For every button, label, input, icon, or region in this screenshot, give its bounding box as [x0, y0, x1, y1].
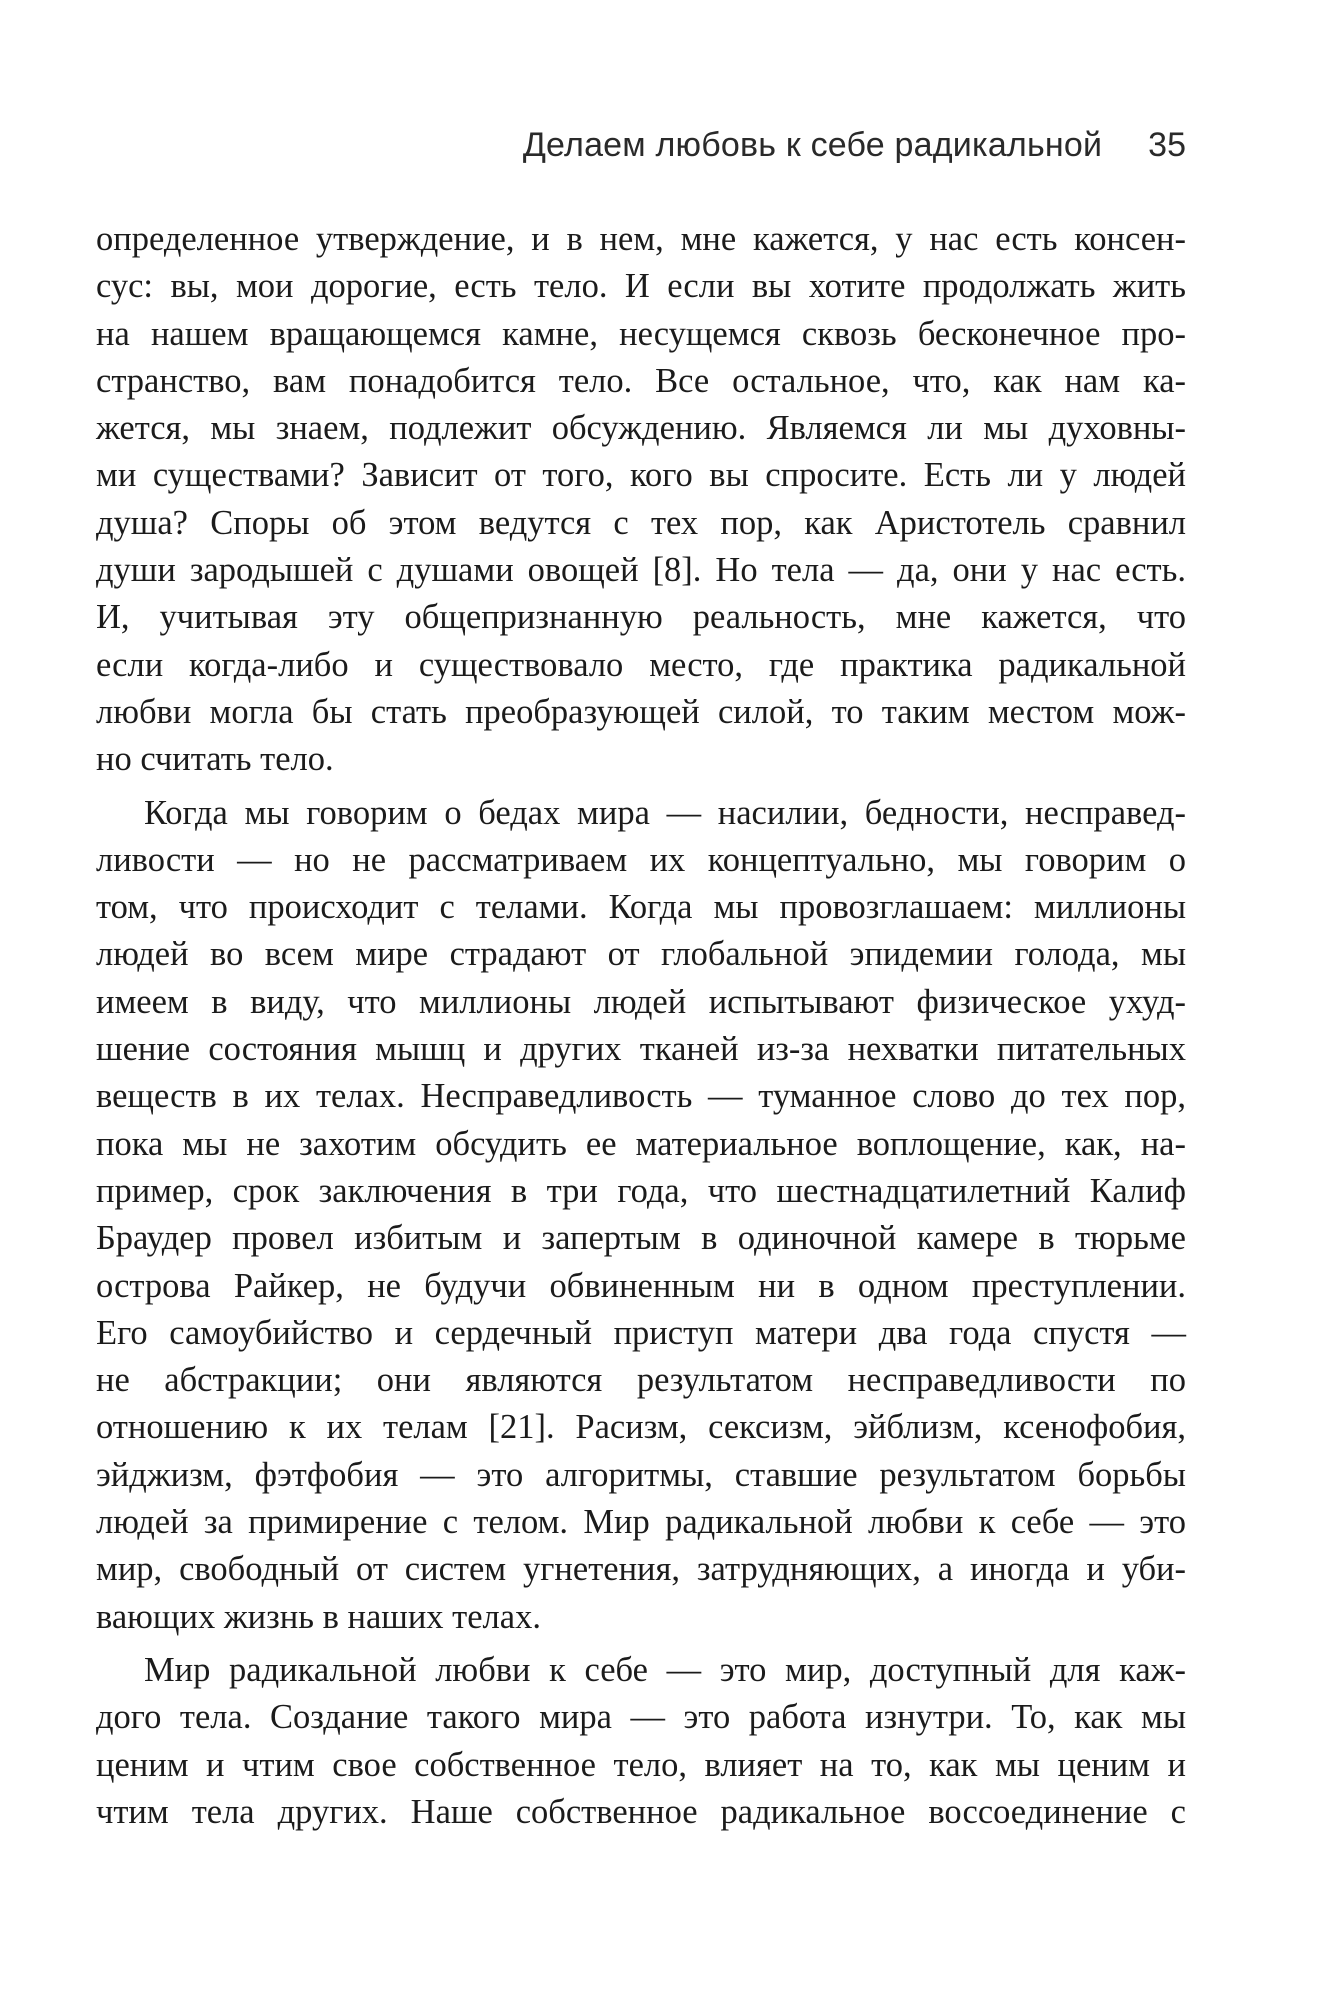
text-line: Когда мы говорим о бедах мира — насилии, бедности, несправед- — [144, 793, 1186, 832]
text-line: странство, вам понадобится тело. Все остальное, что, как нам ка- — [96, 361, 1186, 400]
paragraph-1 — [96, 216, 1186, 784]
text-line: веществ в их телах. Несправедливость — туманное слово до тех пор, — [96, 1077, 1186, 1116]
text-line: дого тела. Создание такого мира — это работа изнутри. То, как мы — [96, 1698, 1186, 1737]
running-title: Делаем любовь к себе радикальной — [522, 126, 1103, 164]
text-line: Браудер провел избитым и запертым в одиночной камере в тюрьме — [96, 1219, 1186, 1258]
text-line: Мир радикальной любви к себе — это мир, доступный для каж- — [144, 1650, 1186, 1689]
text-line: ценим и чтим свое собственное тело, влияет на то, как мы ценим и — [96, 1745, 1186, 1784]
text-line: людей во всем мире страдают от глобальной эпидемии голода, мы — [96, 935, 1186, 974]
text-line: ливости — но не рассматриваем их концептуально, мы говорим о — [96, 840, 1186, 879]
page-number: 35 — [1148, 126, 1186, 164]
text-line: отношению к их телам [21]. Расизм, сексизм, эйблизм, ксенофобия, — [96, 1408, 1186, 1447]
text-line: мир, свободный от систем угнетения, затрудняющих, а иногда и уби- — [96, 1550, 1186, 1589]
text-line: душа? Споры об этом ведутся с тех пор, как Аристотель сравнил — [96, 503, 1186, 542]
text-line: любви могла бы стать преобразующей силой, то таким местом мож- — [96, 692, 1186, 731]
text-line: ми существами? Зависит от того, кого вы спросите. Есть ли у людей — [96, 456, 1186, 495]
text-line: острова Райкер, не будучи обвиненным ни в одном преступлении. — [96, 1266, 1186, 1305]
text-line: людей за примирение с телом. Мир радикальной любви к себе — это — [96, 1503, 1186, 1542]
text-line: том, что происходит с телами. Когда мы провозглашаем: миллионы — [96, 888, 1186, 927]
paragraph-3 — [96, 1647, 1186, 1836]
text-line: если когда-либо и существовало место, где практика радикальной — [96, 645, 1186, 684]
text-line: Его самоубийство и сердечный приступ матери два года спустя — — [96, 1313, 1186, 1352]
text-line: шение состояния мышц и других тканей из-за нехватки питательных — [96, 1030, 1186, 1069]
text-line: И, учитывая эту общепризнанную реальность, мне кажется, что — [96, 598, 1186, 637]
text-line: пока мы не захотим обсудить ее материальное воплощение, как, на- — [96, 1124, 1186, 1163]
paragraph-2 — [96, 790, 1186, 1641]
text-line: сус: вы, мои дорогие, есть тело. И если вы хотите продолжать жить — [96, 267, 1186, 306]
text-line: определенное утверждение, и в нем, мне кажется, у нас есть консен- — [96, 220, 1186, 258]
text-line: но считать тело. — [96, 740, 334, 779]
text-line: эйджизм, фэтфобия — это алгоритмы, ставшие результатом борьбы — [96, 1455, 1186, 1494]
text-line: жется, мы знаем, подлежит обсуждению. Являемся ли мы духовны- — [96, 409, 1186, 448]
text-line: чтим тела других. Наше собственное радикальное воссоединение с — [96, 1792, 1186, 1831]
text-line: вающих жизнь в наших телах. — [96, 1597, 541, 1636]
body-text — [96, 216, 1186, 1836]
text-line: души зародышей с душами овощей [8]. Но тела — да, они у нас есть. — [96, 551, 1186, 590]
text-line: не абстракции; они являются результатом несправедливости по — [96, 1361, 1186, 1400]
text-line: имеем в виду, что миллионы людей испытывают физическое ухуд- — [96, 982, 1186, 1021]
running-head — [96, 126, 1186, 165]
text-line: пример, срок заключения в три года, что шестнадцатилетний Калиф — [96, 1171, 1186, 1210]
text-line: на нашем вращающемся камне, несущемся сквозь бесконечное про- — [96, 314, 1186, 353]
